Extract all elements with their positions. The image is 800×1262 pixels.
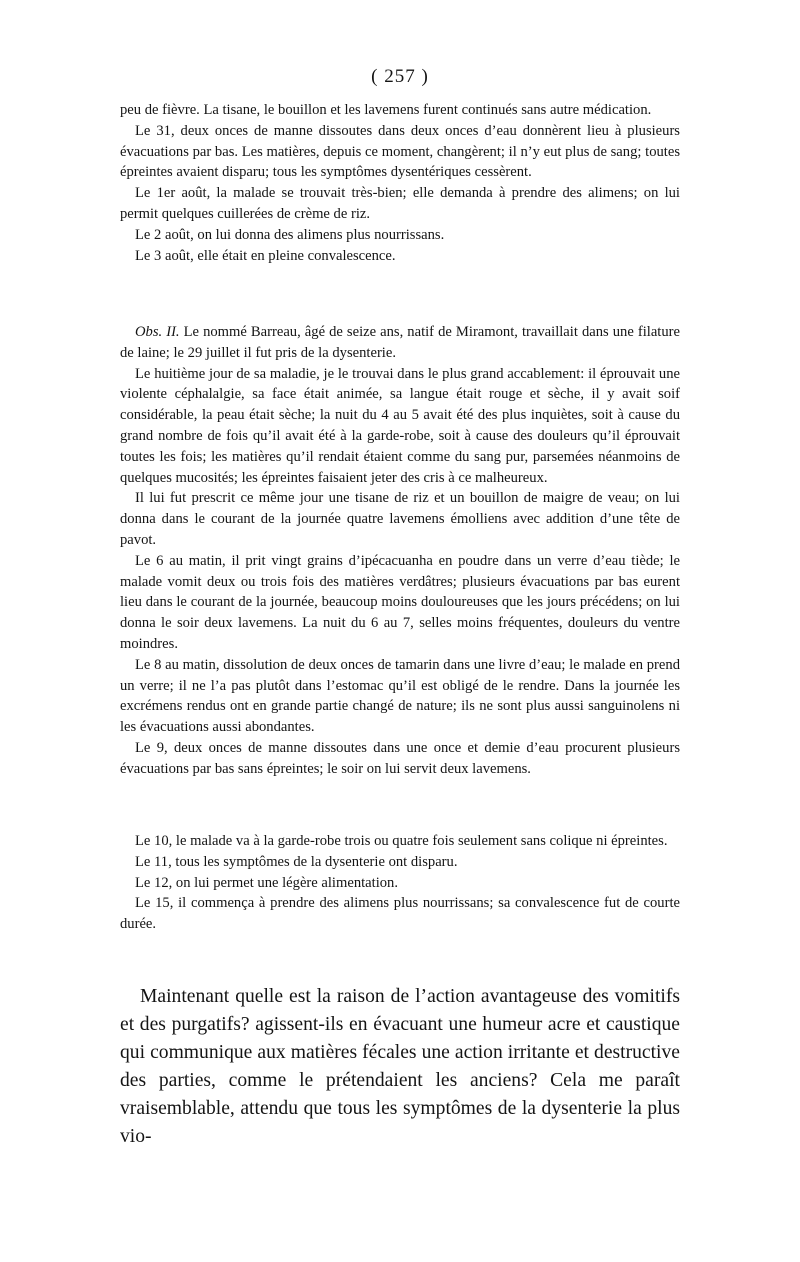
closing-paragraph: Maintenant quelle est la raison de l’action avantageuse des vomitifs et des purgatifs? agissent-ils en évacuant une humeur acre et caustique qui communique aux matières fécales une action irritante et destructive des parties, comme le prétendaient les anciens? Cela me paraît vraisemblable, attendu que tous les symptômes de la dysenterie la plus vio-	[120, 986, 680, 1147]
observation-two	[120, 322, 680, 780]
paragraph: Le 3 août, elle était en pleine convalescence.	[135, 247, 396, 264]
paragraph: Le 31, deux onces de manne dissoutes dans deux onces d’eau donnèrent lieu à plusieurs évacuations par bas. Les matières, depuis ce moment, changèrent; il n’y eut plus de sang; toutes épreintes avaient disparu; tous les symptômes dysentériques cessèrent.	[120, 122, 680, 181]
paragraph: Il lui fut prescrit ce même jour une tisane de riz et un bouillon de maigre de veau; on lui donna dans le courant de la journée quatre lavemens émolliens avec addition d’une tête de pavot.	[120, 490, 680, 548]
paragraph: Le 11, tous les symptômes de la dysenterie ont disparu.	[135, 853, 458, 870]
paragraph: Le 2 août, on lui donna des alimens plus nourrissans.	[135, 226, 445, 243]
paragraph: Le 15, il commença à prendre des alimens plus nourrissans; sa convalescence fut de courte durée.	[120, 895, 680, 933]
observation-paragraph	[120, 322, 680, 364]
paragraph: Le 9, deux onces de manne dissoutes dans une once et demie d’eau procurent plusieurs évacuations par bas sans épreintes; le soir on lui servit deux lavemens.	[120, 739, 680, 777]
paragraph: Le huitième jour de sa maladie, je le trouvai dans le plus grand accablement: il éprouvait une violente céphalalgie, sa face était animée, sa langue était rouge et sèche, il y avait soif considérable, la peau était sèche; la nuit du 4 au 5 avait été des plus inquiètes, soit à cause du grand nombre de fois qu’il avait été à la garde-robe, soit à cause des douleurs qu’il éprouvait toutes les fois; les matières qu’il rendait étaient comme du sang pur, parsemées néanmoins de quelques mucosités; les épreintes faisaient jeter des cris à ce malheureux.	[120, 365, 680, 486]
case-one-conclusion	[120, 100, 680, 266]
paragraph: peu de fièvre. La tisane, le bouillon et les lavemens furent continués sans autre médication.	[120, 102, 652, 118]
observation-text: Le nommé Barreau, âgé de seize ans, natif de Miramont, travaillait dans une filature de laine; le 29 juillet il fut pris de la dysenterie.	[120, 324, 680, 361]
page-number: ( 257 )	[371, 66, 429, 87]
paragraph: Le 8 au matin, dissolution de deux onces de tamarin dans une livre d’eau; le malade en prend un verre; il ne l’a pas plutôt dans l’estomac qu’il est obligé de le rendre. Dans la journée les excrémens rendus ont en grande partie changé de nature; ils ne sont plus aussi sanguinolens ni les évacuations aussi abondantes.	[120, 656, 680, 736]
paragraph: Le 12, on lui permet une légère alimentation.	[135, 874, 399, 891]
observation-label: Obs. II.	[135, 324, 180, 340]
observation-two-outcome	[120, 831, 680, 935]
paragraph: Le 1er août, la malade se trouvait très-bien; elle demanda à prendre des alimens; on lui permit quelques cuillerées de crème de riz.	[120, 185, 680, 222]
paragraph: Le 10, le malade va à la garde-robe trois ou quatre fois seulement sans colique ni épreintes.	[135, 833, 668, 849]
discussion-section	[120, 983, 680, 1151]
paragraph: Le 6 au matin, il prit vingt grains d’ipécacuanha en poudre dans un verre d’eau tiède; le malade vomit deux ou trois fois des matières verdâtres; plusieurs évacuations par bas eurent lieu dans le courant de la journée, beaucoup moins douloureuses que les jours précédens; on lui donna le soir deux lavemens. La nuit du 6 au 7, selles moins fréquentes, douleurs du ventre moindres.	[120, 552, 680, 652]
